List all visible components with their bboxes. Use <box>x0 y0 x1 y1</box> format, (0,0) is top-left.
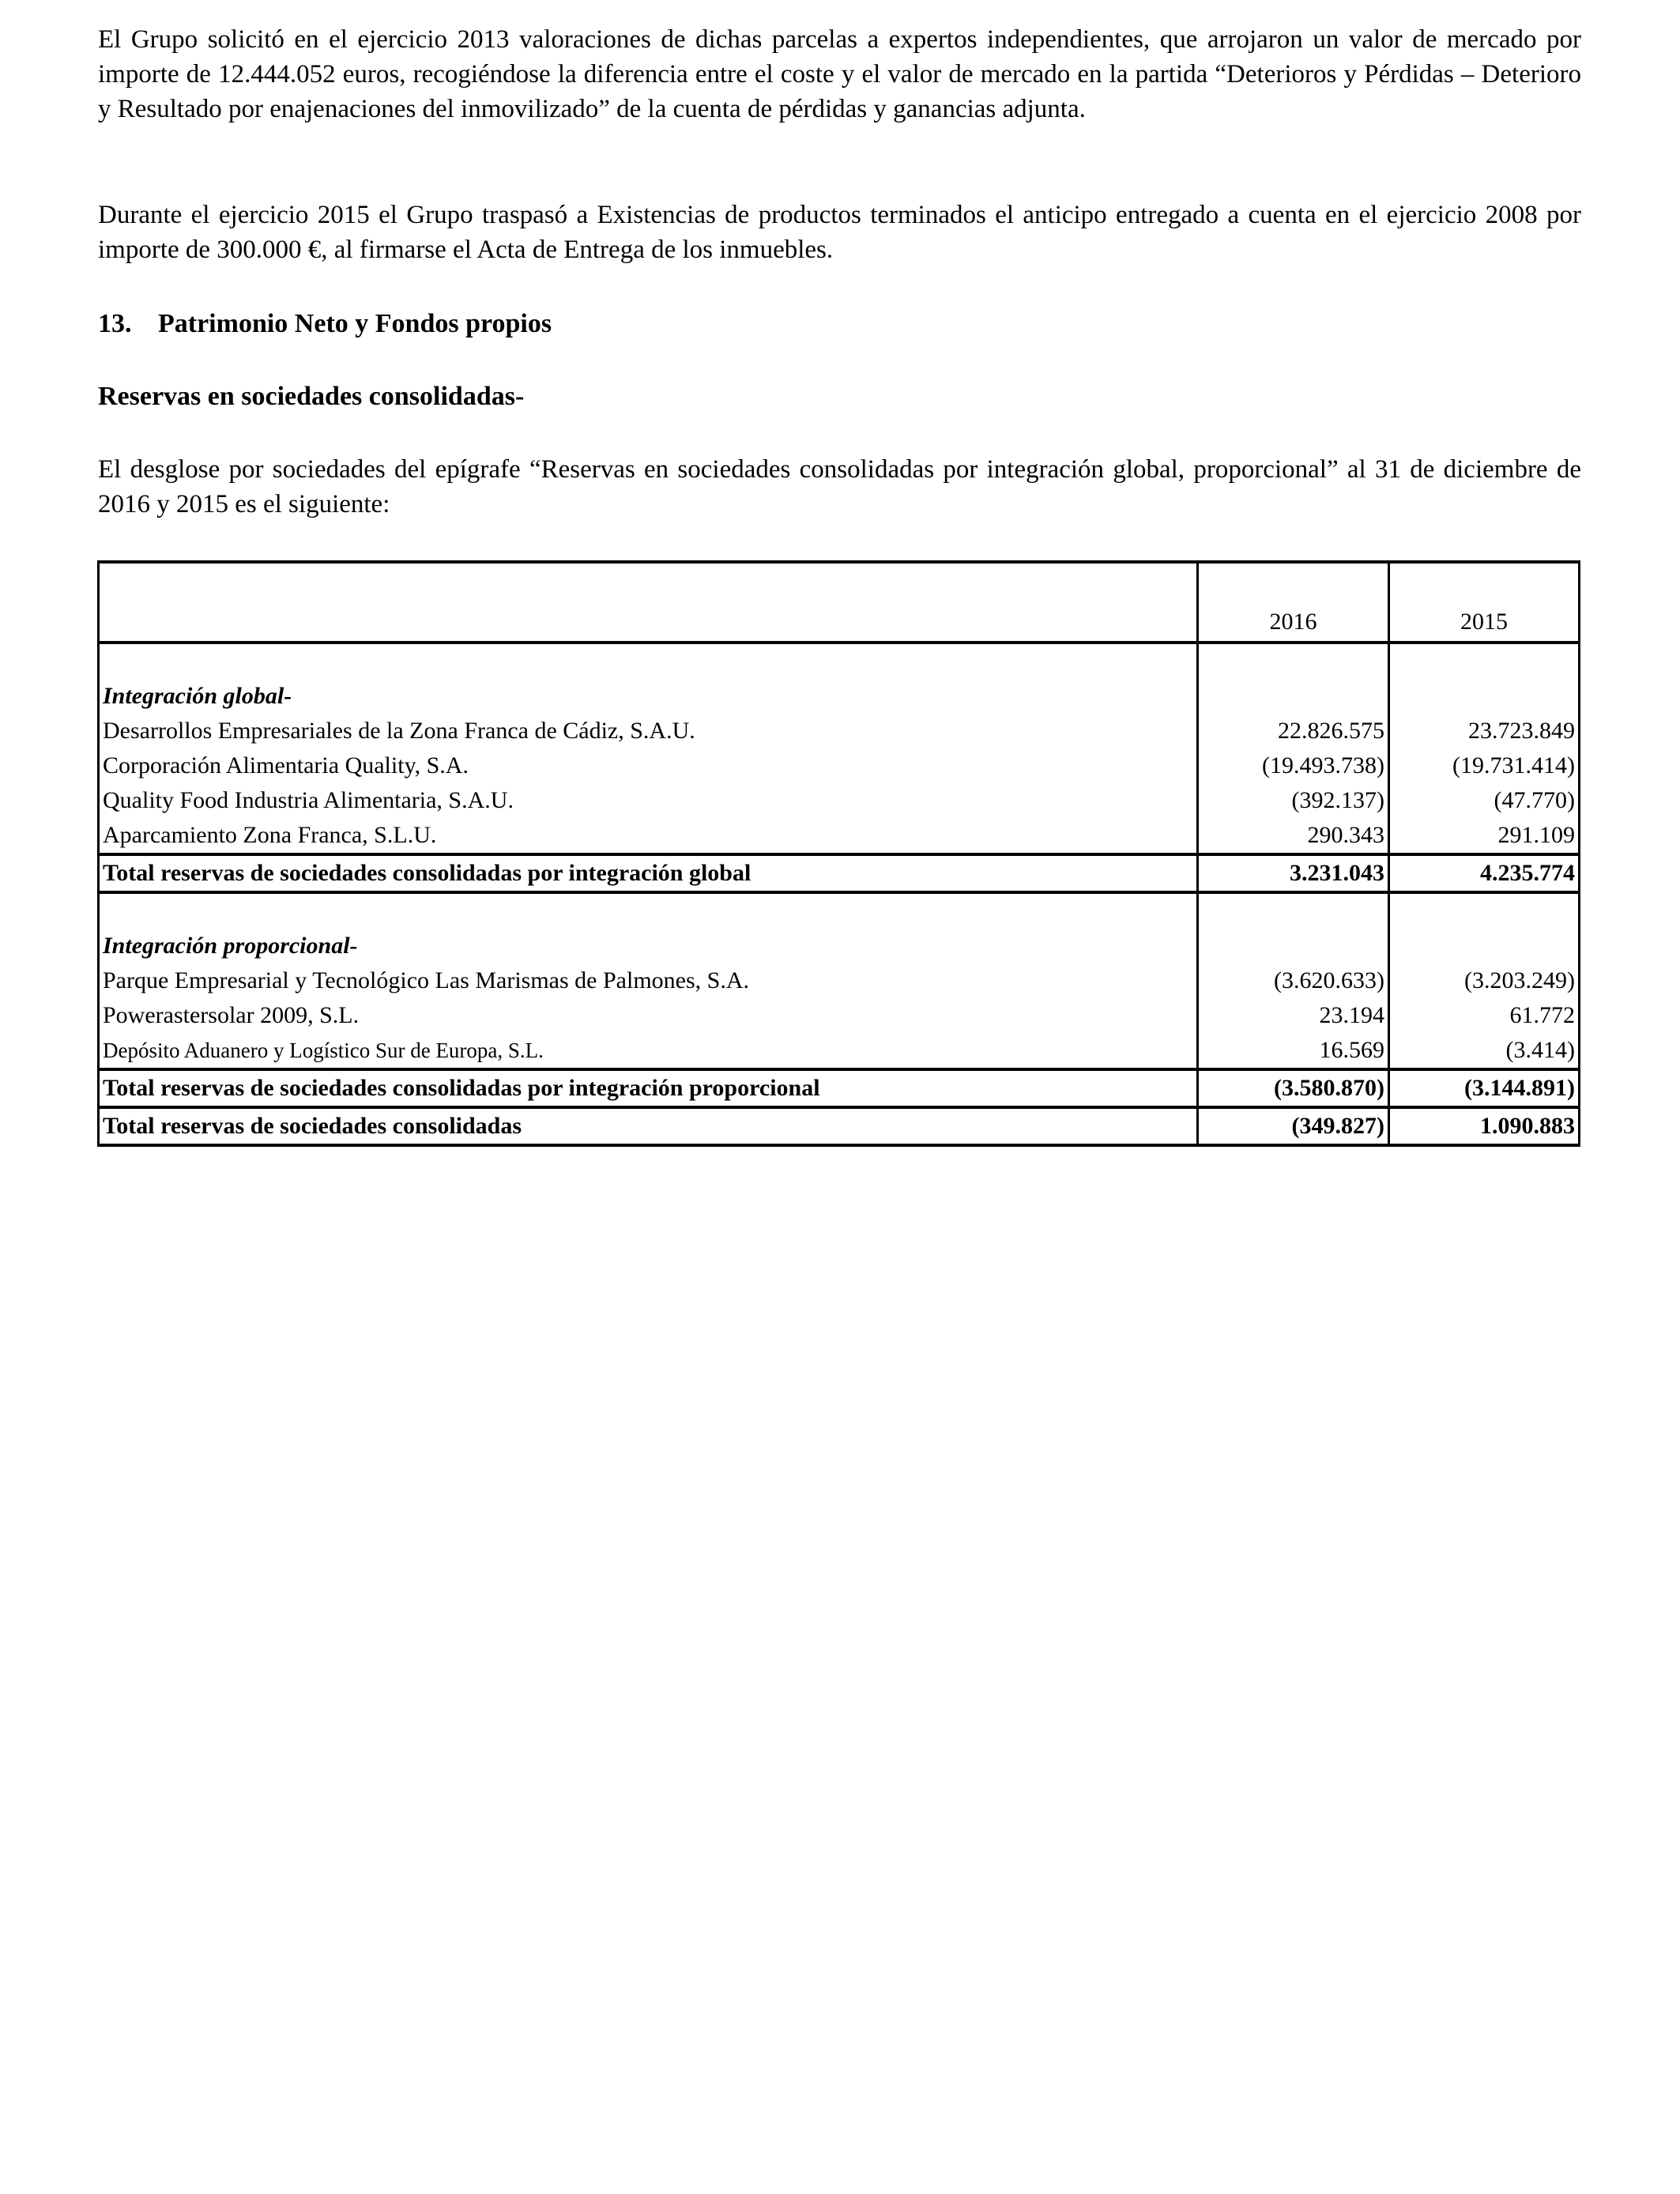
total-label: Total reservas de sociedades consolidadas por integración global <box>99 854 1198 892</box>
subsection-heading: Reservas en sociedades consolidadas- <box>98 382 525 411</box>
company-name: Parque Empresarial y Tecnológico Las Marismas de Palmones, S.A. <box>99 963 1198 998</box>
company-name: Aparcamiento Zona Franca, S.L.U. <box>99 818 1198 854</box>
grand-total-row <box>99 1107 1580 1145</box>
paragraph-breakdown-intro: El desglose por sociedades del epígrafe “Reservas en sociedades consolidadas por integración global, proporcional” al 31 de diciembre de 2016 y 2015 es el siguiente: <box>98 455 1581 518</box>
value-2016: 290.343 <box>1198 818 1389 854</box>
section-number: 13. <box>98 309 132 338</box>
value-2016: 16.569 <box>1198 1033 1389 1069</box>
company-name: Desarrollos Empresariales de la Zona Franca de Cádiz, S.A.U. <box>99 714 1198 748</box>
spacer-row <box>99 892 1580 929</box>
grand-total-2015: 1.090.883 <box>1389 1107 1580 1145</box>
section-heading <box>98 307 552 341</box>
section-title-proportional: Integración proporcional- <box>99 929 1198 963</box>
reserves-table <box>97 560 1580 1147</box>
value-2015: (3.203.249) <box>1389 963 1580 998</box>
value-2015: 61.772 <box>1389 998 1580 1033</box>
table-row <box>99 1033 1580 1069</box>
value-2016: 22.826.575 <box>1198 714 1389 748</box>
total-row-global <box>99 854 1580 892</box>
paragraph-valuation: El Grupo solicitó en el ejercicio 2013 valoraciones de dichas parcelas a expertos independientes, que arrojaron un valor de mercado por importe de 12.444.052 euros, recogiéndose la diferencia entre el coste y el valor de mercado en la partida “Deterioros y Pérdidas – Deterioro y Resultado por enajenaciones del inmovilizado” de la cuenta de pérdidas y ganancias adjunta. <box>98 25 1581 123</box>
company-name: Powerastersolar 2009, S.L. <box>99 998 1198 1033</box>
value-2016: (392.137) <box>1198 783 1389 818</box>
value-2015: (3.414) <box>1389 1033 1580 1069</box>
section-title-global: Integración global- <box>99 679 1198 714</box>
table-row <box>99 963 1580 998</box>
paragraph-transfer: Durante el ejercicio 2015 el Grupo traspasó a Existencias de productos terminados el anticipo entregado a cuenta en el ejercicio 2008 por importe de 300.000 €, al firmarse el Acta de Entrega de los inmuebles. <box>98 201 1581 264</box>
total-row-proportional <box>99 1069 1580 1107</box>
table-row <box>99 714 1580 748</box>
section-row-proportional <box>99 929 1580 963</box>
total-label: Total reservas de sociedades consolidadas por integración proporcional <box>99 1069 1198 1107</box>
header-label-cell <box>99 562 1198 643</box>
total-2015: 4.235.774 <box>1389 854 1580 892</box>
spacer-row <box>99 643 1580 679</box>
company-name: Quality Food Industria Alimentaria, S.A.U. <box>99 783 1198 818</box>
table-row <box>99 783 1580 818</box>
header-2015: 2015 <box>1389 562 1580 643</box>
company-name: Corporación Alimentaria Quality, S.A. <box>99 748 1198 783</box>
value-2016: 23.194 <box>1198 998 1389 1033</box>
value-2016: (19.493.738) <box>1198 748 1389 783</box>
total-2016: (3.580.870) <box>1198 1069 1389 1107</box>
value-2015: (47.770) <box>1389 783 1580 818</box>
table-row <box>99 818 1580 854</box>
value-2015: (19.731.414) <box>1389 748 1580 783</box>
value-2015: 291.109 <box>1389 818 1580 854</box>
total-2016: 3.231.043 <box>1198 854 1389 892</box>
value-2016: (3.620.633) <box>1198 963 1389 998</box>
grand-total-2016: (349.827) <box>1198 1107 1389 1145</box>
table-row <box>99 998 1580 1033</box>
company-name: Depósito Aduanero y Logístico Sur de Europa, S.L. <box>99 1033 1198 1069</box>
table-header-row <box>99 562 1580 643</box>
section-row-global <box>99 679 1580 714</box>
header-2016: 2016 <box>1198 562 1389 643</box>
value-2015: 23.723.849 <box>1389 714 1580 748</box>
section-title: Patrimonio Neto y Fondos propios <box>158 309 552 338</box>
total-2015: (3.144.891) <box>1389 1069 1580 1107</box>
table-row <box>99 748 1580 783</box>
grand-total-label: Total reservas de sociedades consolidadas <box>99 1107 1198 1145</box>
